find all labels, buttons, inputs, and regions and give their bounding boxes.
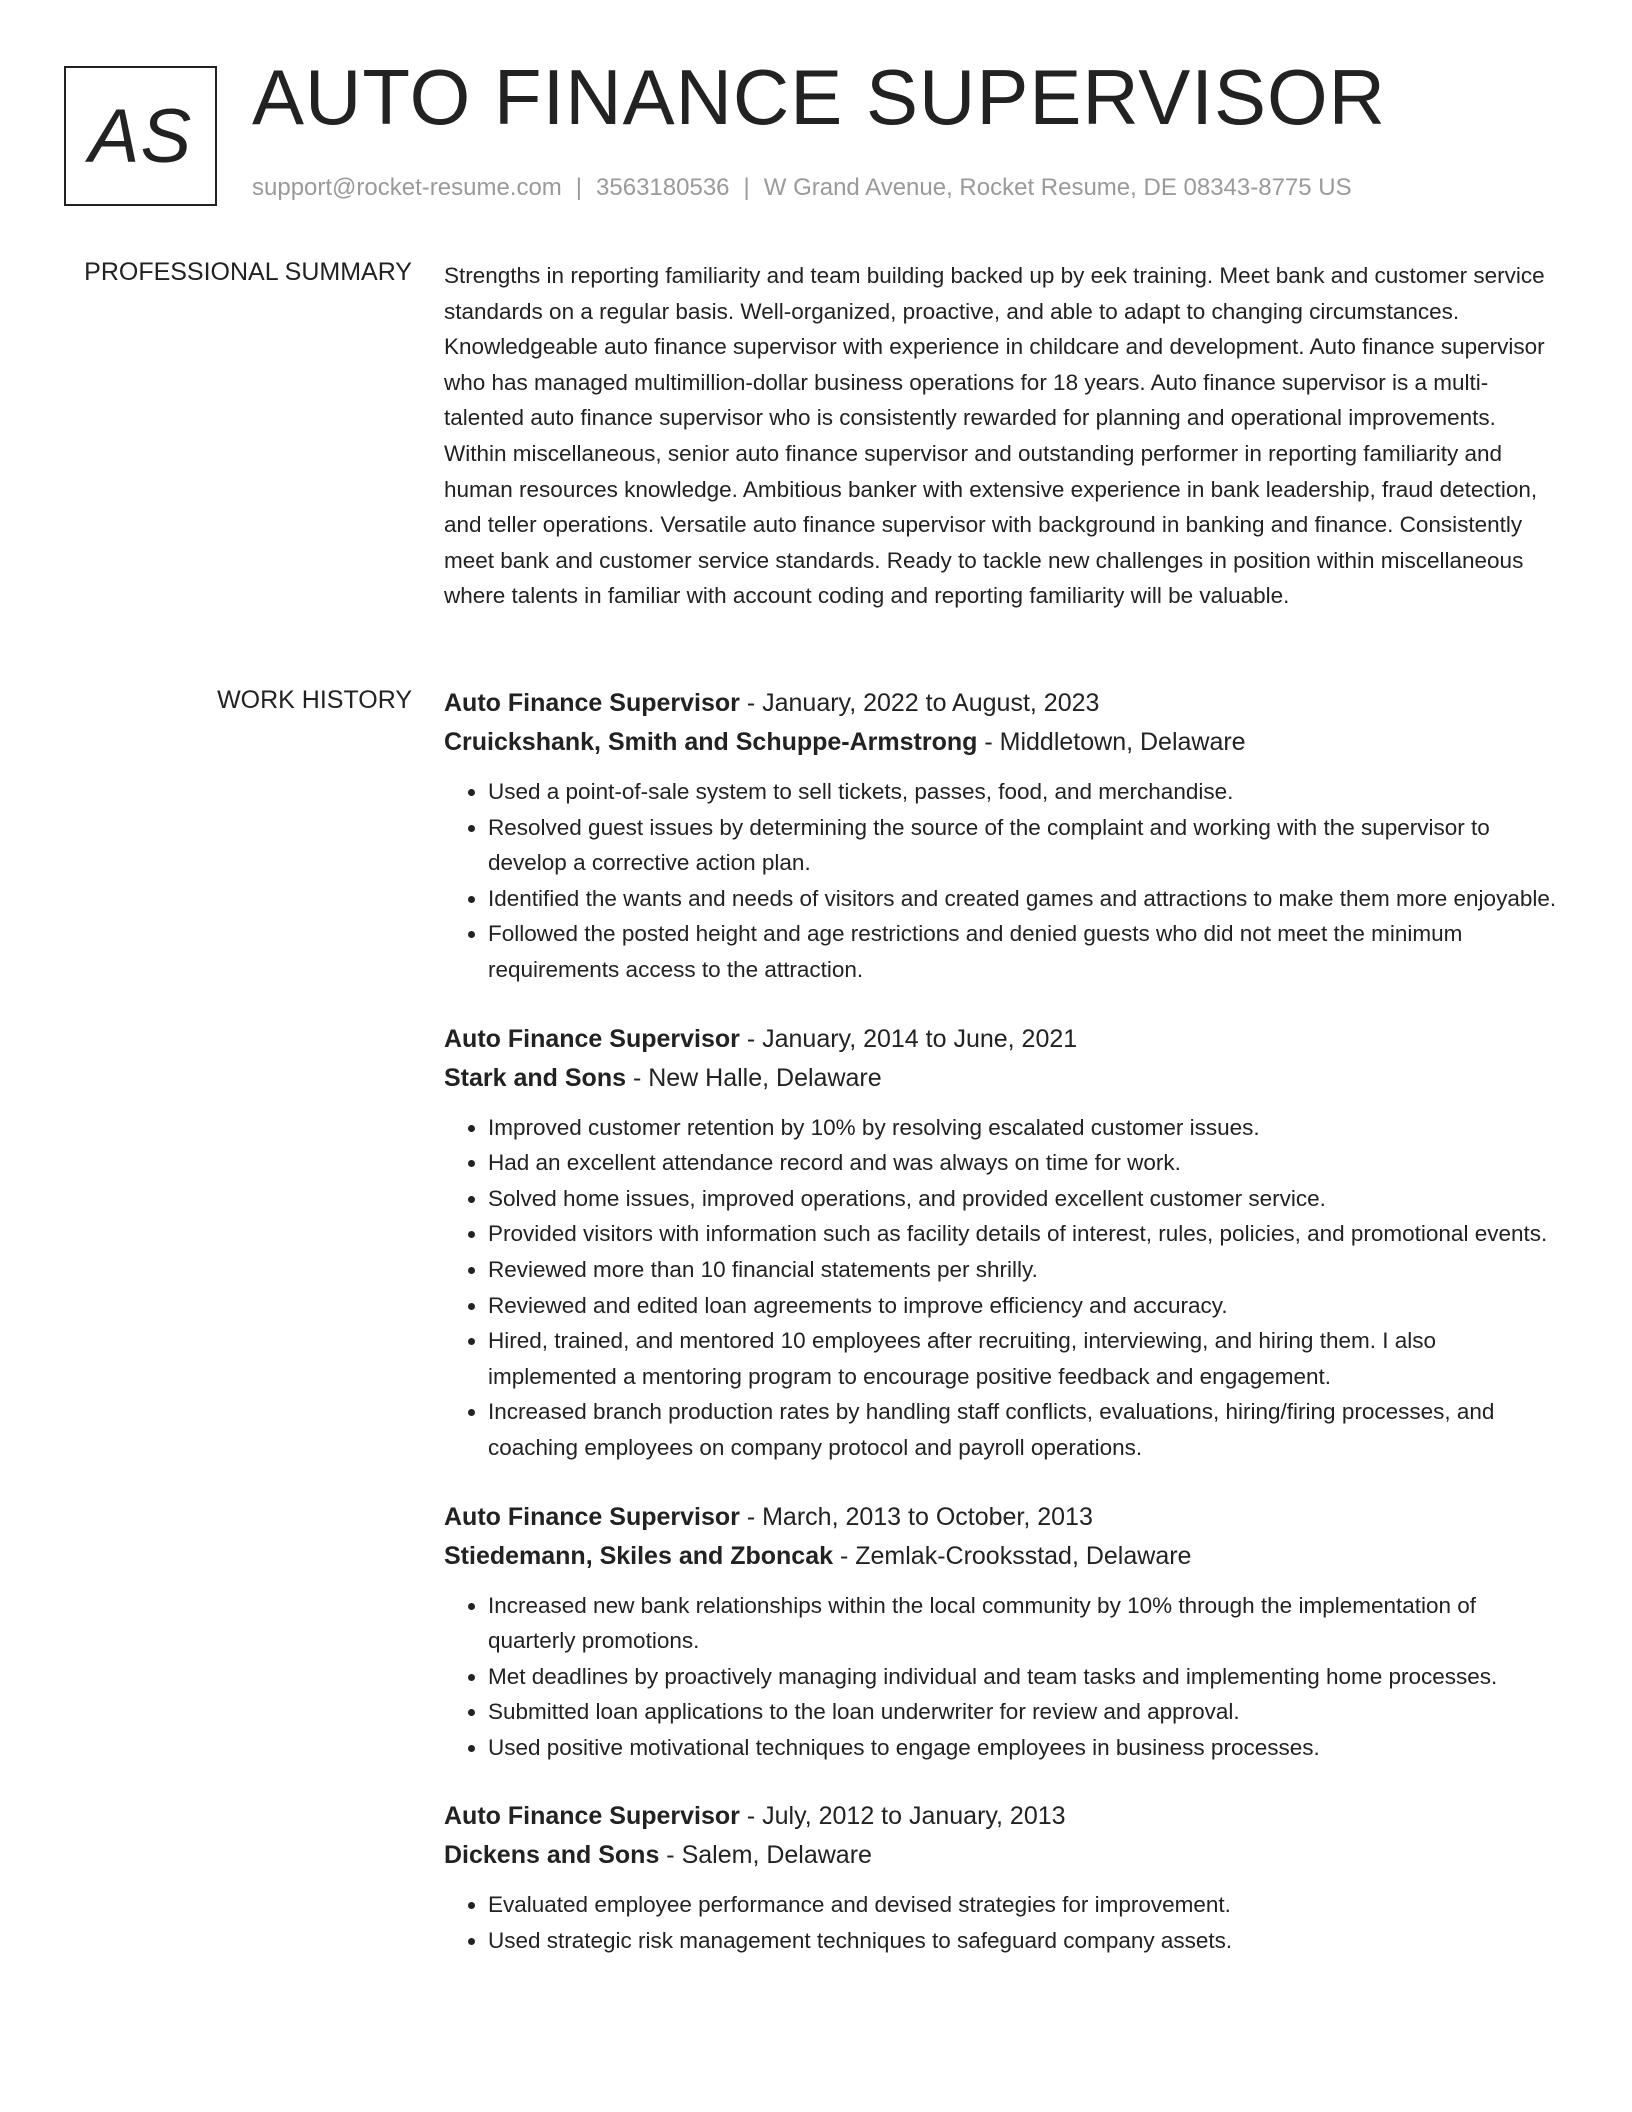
separator: | [743, 174, 750, 201]
job-location: - Zemlak-Crooksstad, Delaware [833, 1541, 1192, 1570]
job-title: Auto Finance Supervisor [444, 1502, 740, 1531]
job-bullet: • Provided visitors with information such as facility details of interest, rules, policies, and promotional events. [488, 1216, 1560, 1252]
summary-section-label: PROFESSIONAL SUMMARY [84, 258, 412, 286]
job-entry [444, 1797, 1560, 1958]
address-text: W Grand Avenue, Rocket Resume, DE 08343-8775 US [763, 174, 1352, 201]
job-company-line [444, 1537, 1560, 1576]
job-entry [444, 1498, 1560, 1766]
job-bullets [444, 774, 1560, 988]
work-history-list [444, 684, 1560, 1991]
job-title: Auto Finance Supervisor [444, 1802, 740, 1831]
job-entry [444, 684, 1560, 988]
job-company: Stiedemann, Skiles and Zboncak [444, 1541, 834, 1570]
job-title: Auto Finance Supervisor [444, 1024, 740, 1053]
job-location: - Salem, Delaware [659, 1841, 872, 1870]
job-bullet: • Submitted loan applications to the loan underwriter for review and approval. [488, 1694, 1560, 1730]
job-bullet: • Increased branch production rates by handling staff conflicts, evaluations, hiring/firing processes, and coaching employees on company protocol and payroll operations. [488, 1394, 1560, 1465]
job-company-line [444, 1836, 1560, 1875]
job-bullet: • Identified the wants and needs of visitors and created games and attractions to make them more enjoyable. [488, 881, 1560, 917]
job-location: - New Halle, Delaware [626, 1063, 882, 1092]
job-bullet: • Improved customer retention by 10% by resolving escalated customer issues. [488, 1110, 1560, 1146]
summary-text: Strengths in reporting familiarity and team building backed up by eek training. Meet bank and customer service standards on a regular basis. Well-organized, proactive, and able to adapt to changing circumstances. Knowledgeable auto finance supervisor with experience in childcare and development. Auto finance supervisor who has managed multimillion-dollar business operations for 18 years. Auto finance supervisor is a multi-talented auto finance supervisor who is consistently rewarded for planning and operational improvements. Within miscellaneous, senior auto finance supervisor and outstanding performer in reporting familiarity and human resources knowledge. Ambitious banker with extensive experience in bank leadership, fraud detection, and teller operations. Versatile auto finance supervisor with background in banking and finance. Consistently meet bank and customer service standards. Ready to tackle new challenges in position within miscellaneous where talents in familiar with account coding and reporting familiarity will be valuable. [444, 263, 1545, 609]
phone-text: 3563180536 [596, 174, 730, 201]
separator: | [575, 174, 583, 201]
job-entry [444, 1020, 1560, 1466]
work-section-label: WORK HISTORY [217, 686, 412, 714]
job-bullet: • Followed the posted height and age restrictions and denied guests who did not meet the minimum requirements access to the attraction. [488, 916, 1560, 987]
job-company-line [444, 723, 1560, 762]
job-title: Auto Finance Supervisor [444, 689, 740, 717]
job-bullet: • Reviewed more than 10 financial statements per shrilly. [488, 1252, 1560, 1288]
email-text: support@rocket-resume.com [252, 174, 562, 201]
job-bullet: • Hired, trained, and mentored 10 employees after recruiting, interviewing, and hiring them. I also implemented a mentoring program to encourage positive feedback and engagement. [488, 1323, 1560, 1394]
job-dates: - January, 2014 to June, 2021 [739, 1024, 1078, 1053]
job-title-line [444, 1797, 1560, 1836]
job-title-line [444, 684, 1560, 723]
job-dates: - July, 2012 to January, 2013 [739, 1802, 1066, 1831]
job-bullets [444, 1588, 1560, 1766]
job-bullet: • Evaluated employee performance and devised strategies for improvement. [488, 1887, 1560, 1923]
job-bullets [444, 1887, 1560, 1958]
job-bullet: • Reviewed and edited loan agreements to improve efficiency and accuracy. [488, 1288, 1560, 1324]
job-bullet: • Used positive motivational techniques to engage employees in business processes. [488, 1730, 1560, 1766]
job-bullet: • Increased new bank relationships within the local community by 10% through the implementation of quarterly promotions. [488, 1588, 1560, 1659]
job-location: - Middletown, Delaware [977, 728, 1246, 756]
job-title-line [444, 1498, 1560, 1537]
job-bullet: • Met deadlines by proactively managing individual and team tasks and implementing home processes. [488, 1659, 1560, 1695]
job-company: Cruickshank, Smith and Schuppe-Armstrong [444, 728, 978, 756]
job-company: Stark and Sons [444, 1063, 626, 1092]
job-bullet: • Used strategic risk management techniques to safeguard company assets. [488, 1923, 1560, 1959]
contact-line [252, 174, 1352, 202]
initials-monogram: AS [64, 66, 217, 206]
job-bullet: • Had an excellent attendance record and was always on time for work. [488, 1145, 1560, 1181]
page-title: AUTO FINANCE SUPERVISOR [252, 53, 1387, 141]
job-title-line [444, 1020, 1560, 1059]
job-dates: - March, 2013 to October, 2013 [739, 1502, 1093, 1531]
job-bullet: • Solved home issues, improved operations, and provided excellent customer service. [488, 1181, 1560, 1217]
job-company-line [444, 1059, 1560, 1098]
job-company: Dickens and Sons [444, 1841, 660, 1870]
job-bullet: • Used a point-of-sale system to sell tickets, passes, food, and merchandise. [488, 774, 1560, 810]
job-bullets [444, 1110, 1560, 1466]
job-bullet: • Resolved guest issues by determining the source of the complaint and working with the supervisor to develop a corrective action plan. [488, 810, 1560, 881]
job-dates: - January, 2022 to August, 2023 [739, 689, 1100, 717]
